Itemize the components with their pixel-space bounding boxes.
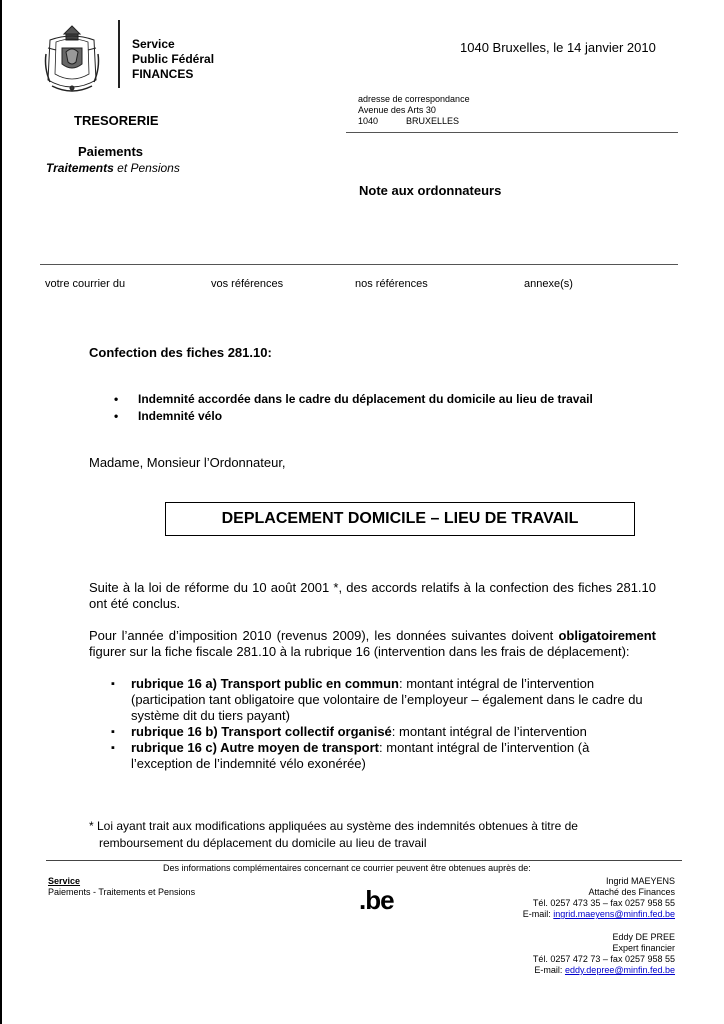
list-item: ▪ rubrique 16 b) Transport collectif organisé: montant intégral de l’intervention xyxy=(89,724,649,740)
list-item: • Indemnité vélo xyxy=(110,408,593,425)
body-paragraph-2: Pour l’année d’imposition 2010 (revenus 2009), les données suivantes doivent obligatoirement figurer sur la fiche fiscale 281.10 à la rubrique 16 (intervention dans les frais de déplacement): xyxy=(89,628,656,659)
subdivision-title: Traitements et Pensions xyxy=(46,161,180,175)
ref-annexes: annexe(s) xyxy=(524,278,573,290)
email-link-depree[interactable]: eddy.depree@minfin.fed.be xyxy=(564,965,675,975)
contact-maeyens: Ingrid MAEYENS Attaché des Finances Tél. 0257 473 35 – fax 0257 958 55 E-mail: ingrid.maeyens@minfin.fed.be xyxy=(522,876,675,919)
subject-heading: Confection des fiches 281.10: xyxy=(89,345,272,360)
ref-nos-references: nos références xyxy=(355,278,428,290)
page-left-edge xyxy=(0,0,2,1024)
email-link-maeyens[interactable]: ingrid.maeyens@minfin.fed.be xyxy=(553,909,675,919)
footer-service: Service Paiements - Traitements et Pensions xyxy=(48,876,196,897)
contact-depree: Eddy DE PREE Expert financier Tél. 0257 472 73 – fax 0257 958 55 E-mail: eddy.depree@minfin.fed.be xyxy=(532,932,675,975)
list-item: • Indemnité accordée dans le cadre du déplacement du domicile au lieu de travail xyxy=(110,391,593,408)
place-date: 1040 Bruxelles, le 14 janvier 2010 xyxy=(460,40,656,55)
body-paragraph-1: Suite à la loi de réforme du 10 août 2001 *, des accords relatifs à la confection des fiches 281.10 ont été conclus. xyxy=(89,580,656,611)
ref-vos-references: vos références xyxy=(211,278,284,290)
greeting: Madame, Monsieur l’Ordonnateur, xyxy=(89,455,286,470)
rubrique-list xyxy=(89,676,649,772)
division-title: Paiements xyxy=(78,144,144,159)
subject-bullets xyxy=(110,391,593,425)
header-divider-vertical xyxy=(118,20,120,88)
footer-rule xyxy=(46,860,682,861)
list-item: ▪ rubrique 16 c) Autre moyen de transport: montant intégral de l’intervention (à l’exception de l’indemnité vélo exonérée) xyxy=(89,740,649,772)
be-logo: .be xyxy=(359,885,394,915)
ref-votre-courrier: votre courrier du xyxy=(45,278,126,290)
references-rule xyxy=(40,264,678,265)
footnote: * Loi ayant trait aux modifications appliquées au système des indemnités obtenues à titre de remboursement du déplacement du domicile au lieu de travail xyxy=(89,819,578,850)
address-underline xyxy=(346,132,678,133)
service-name: Service Public Fédéral FINANCES xyxy=(132,37,215,81)
department-title: TRESORERIE xyxy=(74,113,159,128)
note-title: Note aux ordonnateurs xyxy=(359,183,502,198)
list-item: ▪ rubrique 16 a) Transport public en commun: montant intégral de l’intervention (participation tant obligatoire que volontaire de l’employeur – également dans le cadre du système dit du tiers payant) xyxy=(89,676,649,724)
correspondence-address: adresse de correspondance Avenue des Arts 30 1040 BRUXELLES xyxy=(358,94,470,126)
belgian-coat-of-arms-logo xyxy=(42,24,102,96)
footer-info-line: Des informations complémentaires concernant ce courrier peuvent être obtenues auprès de: xyxy=(163,863,531,873)
boxed-title: DEPLACEMENT DOMICILE – LIEU DE TRAVAIL xyxy=(165,502,635,536)
